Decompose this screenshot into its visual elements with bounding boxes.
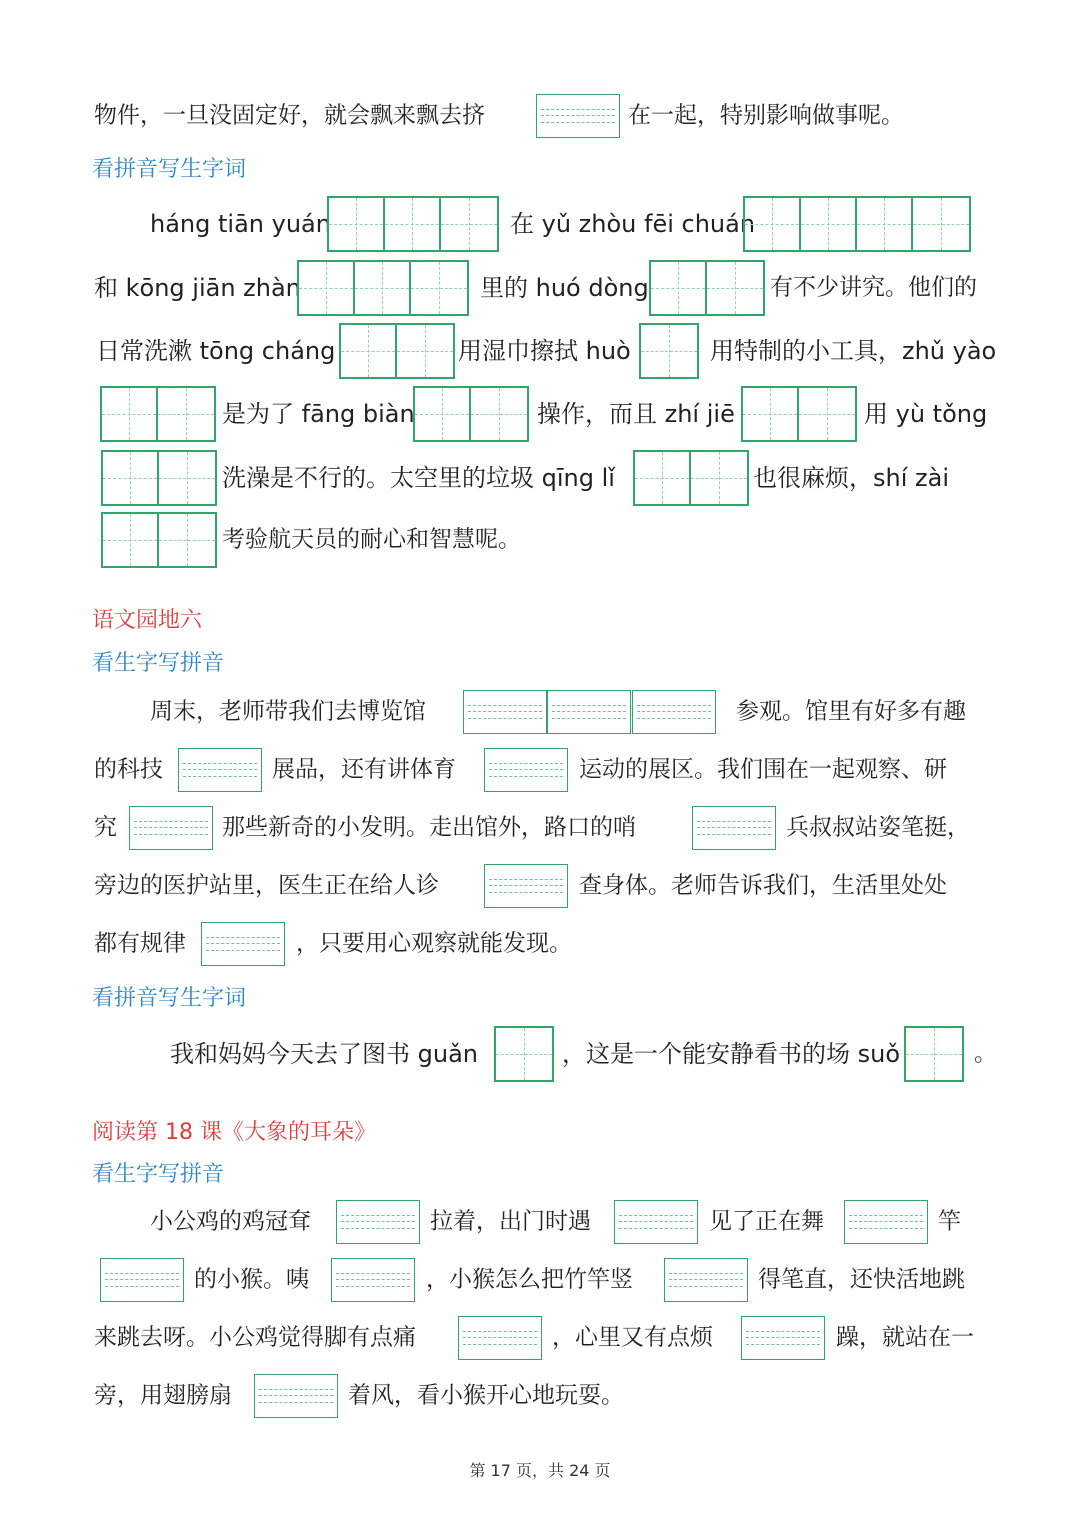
- char-grid-2[interactable]: [413, 386, 529, 442]
- s2-line-2: [0, 740, 1080, 800]
- s1-line-0: [0, 86, 1080, 146]
- section-heading: 看拼音写生字词: [92, 157, 247, 182]
- s1-line-4: [0, 384, 1080, 444]
- text: háng tiān yuán: [150, 210, 331, 238]
- pinyin-answer-box[interactable]: [692, 806, 776, 850]
- text: ，小猴怎么把竹竿竖: [426, 1266, 633, 1293]
- text: 用特制的小工具，zhǔ yào: [710, 337, 997, 365]
- text: 参观。馆里有好多有趣: [736, 698, 966, 725]
- text: 究: [94, 814, 117, 841]
- text: 有不少讲究。他们的: [770, 274, 977, 301]
- pinyin-answer-box[interactable]: [536, 94, 620, 138]
- char-grid-2[interactable]: [633, 450, 749, 506]
- pinyin-answer-box[interactable]: [129, 806, 213, 850]
- s2-line-5: [0, 914, 1080, 974]
- text: 用 yù tǒng: [864, 400, 988, 428]
- text: 在一起，特别影响做事呢。: [628, 102, 904, 129]
- text: 躁，就站在一: [836, 1324, 974, 1351]
- char-grid-2[interactable]: [101, 450, 217, 506]
- pinyin-answer-box[interactable]: [100, 1258, 184, 1302]
- pinyin-answer-box[interactable]: [463, 690, 547, 734]
- s3-line-1: [0, 1192, 1080, 1252]
- text: 着风，看小猴开心地玩耍。: [348, 1382, 624, 1409]
- text: 竿: [938, 1208, 961, 1235]
- text: 得笔直，还快活地跳: [758, 1266, 965, 1293]
- text: 兵叔叔站姿笔挺，: [786, 814, 970, 841]
- char-grid-3[interactable]: [327, 196, 499, 252]
- pinyin-answer-box[interactable]: [484, 864, 568, 908]
- char-grid-2[interactable]: [100, 386, 216, 442]
- s1-line-5: [0, 448, 1080, 508]
- text: 的小猴。咦: [194, 1266, 309, 1293]
- s1-line-6: [0, 510, 1080, 570]
- char-grid-4[interactable]: [743, 196, 971, 252]
- pinyin-answer-box[interactable]: [844, 1200, 928, 1244]
- pinyin-answer-box[interactable]: [614, 1200, 698, 1244]
- text: 查身体。老师告诉我们，生活里处处: [579, 872, 947, 899]
- text: 洗澡是不行的。太空里的垃圾 qīng lǐ: [222, 464, 615, 492]
- text: 用湿巾擦拭 huò: [458, 337, 631, 365]
- s1-line-1: [0, 194, 1080, 254]
- pinyin-answer-box[interactable]: [547, 690, 631, 734]
- text: 旁边的医护站里，医生正在给人诊: [94, 872, 439, 899]
- char-grid-2[interactable]: [101, 512, 217, 568]
- text: 。: [974, 1040, 997, 1067]
- text: ，心里又有点烦: [552, 1324, 713, 1351]
- text: 旁，用翅膀扇: [94, 1382, 232, 1409]
- text: 见了正在舞: [709, 1208, 824, 1235]
- s1-line-2: [0, 258, 1080, 318]
- text: 来跳去呀。小公鸡觉得脚有点痛: [94, 1324, 416, 1351]
- text: 都有规律: [94, 930, 186, 957]
- section-heading: 看生字写拼音: [92, 1162, 225, 1187]
- s3-line-2: [0, 1250, 1080, 1310]
- pinyin-answer-box[interactable]: [201, 922, 285, 966]
- text: 是为了 fāng biàn: [222, 400, 415, 428]
- text: 也很麻烦，shí zài: [753, 464, 949, 492]
- pinyin-answer-box[interactable]: [178, 748, 262, 792]
- s1-line-3: [0, 321, 1080, 381]
- text: 操作，而且 zhí jiē: [537, 400, 735, 428]
- text: 拉着，出门时遇: [430, 1208, 591, 1235]
- pinyin-answer-box[interactable]: [336, 1200, 420, 1244]
- pinyin-answer-box[interactable]: [458, 1316, 542, 1360]
- s2-line-3: [0, 798, 1080, 858]
- pinyin-answer-box[interactable]: [741, 1316, 825, 1360]
- pinyin-answer-box[interactable]: [331, 1258, 415, 1302]
- text: ，只要用心观察就能发现。: [296, 930, 572, 957]
- section-heading: 看拼音写生字词: [92, 986, 247, 1011]
- char-grid-1[interactable]: [904, 1026, 964, 1082]
- text: 物件，一旦没固定好，就会飘来飘去挤: [94, 102, 485, 129]
- text: 考验航天员的耐心和智慧呢。: [222, 526, 521, 553]
- s2-line-4: [0, 856, 1080, 916]
- char-grid-3[interactable]: [297, 260, 469, 316]
- s2-line-1: [0, 682, 1080, 742]
- char-grid-2[interactable]: [339, 323, 455, 379]
- text: 在 yǔ zhòu fēi chuán: [510, 210, 756, 238]
- s2-line-6: [0, 1024, 1080, 1084]
- text: 展品，还有讲体育: [272, 756, 456, 783]
- text: 小公鸡的鸡冠耷: [150, 1208, 311, 1235]
- section-heading: 看生字写拼音: [92, 651, 225, 676]
- pinyin-answer-box[interactable]: [632, 690, 716, 734]
- s3-line-3: [0, 1308, 1080, 1368]
- char-grid-2[interactable]: [741, 386, 857, 442]
- section-title: 语文园地六: [92, 608, 203, 633]
- page-number: 第 17 页，共 24 页: [469, 1461, 611, 1480]
- char-grid-1[interactable]: [494, 1026, 554, 1082]
- s3-line-4: [0, 1366, 1080, 1426]
- text: 周末，老师带我们去博览馆: [150, 698, 426, 725]
- section-title: 阅读第 18 课《大象的耳朵》: [92, 1120, 376, 1145]
- char-grid-1[interactable]: [639, 323, 699, 379]
- text: 的科技: [94, 756, 163, 783]
- text: 和 kōng jiān zhàn: [94, 274, 301, 302]
- pinyin-answer-box[interactable]: [254, 1374, 338, 1418]
- text: ，这是一个能安静看书的场 suǒ: [562, 1040, 901, 1068]
- text: 我和妈妈今天去了图书 guǎn: [170, 1040, 478, 1068]
- pinyin-answer-box[interactable]: [664, 1258, 748, 1302]
- text: 那些新奇的小发明。走出馆外，路口的哨: [222, 814, 636, 841]
- char-grid-2[interactable]: [649, 260, 765, 316]
- text: 运动的展区。我们围在一起观察、研: [579, 756, 947, 783]
- pinyin-answer-box[interactable]: [484, 748, 568, 792]
- text: 日常洗漱 tōng cháng: [96, 337, 336, 365]
- text: 里的 huó dòng: [480, 274, 649, 302]
